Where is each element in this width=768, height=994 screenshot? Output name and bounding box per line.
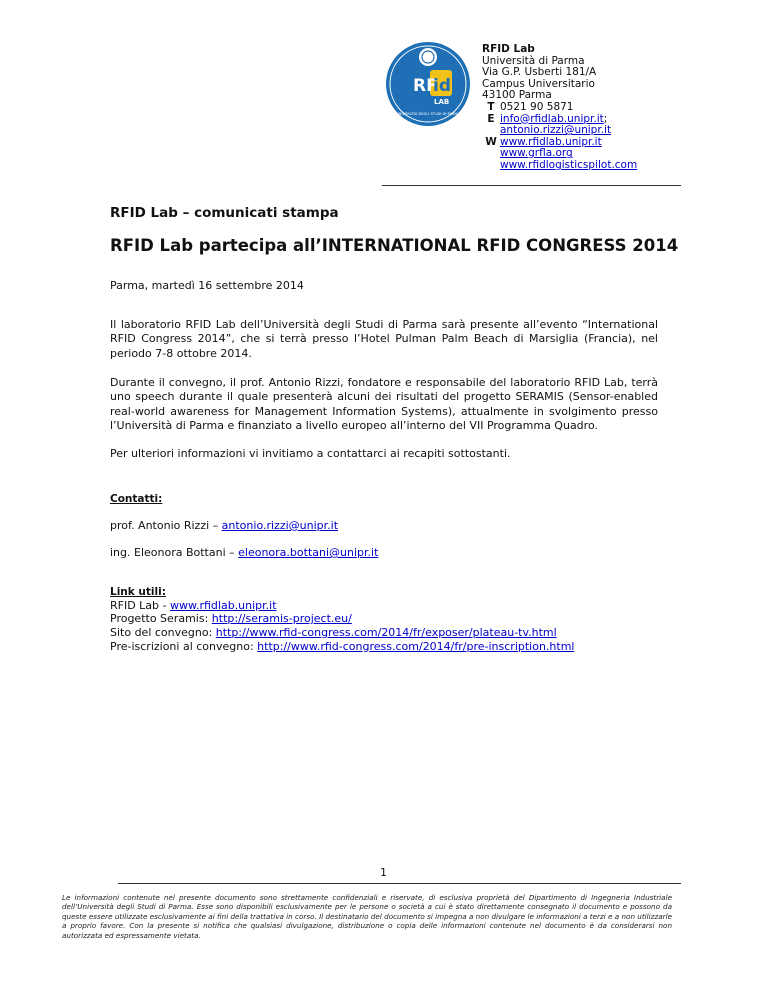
link-text: Pre-iscrizioni al convegno: (110, 640, 258, 653)
logo-ring-text: UNIVERSITÀ DEGLI STUDI DI PARMA (396, 112, 460, 116)
org-name: RFID Lab (482, 43, 535, 55)
phone-label: T (487, 100, 495, 113)
link-line (110, 640, 574, 653)
contact-email-link[interactable]: eleonora.bottani@unipr.it (238, 546, 379, 559)
link-url[interactable]: http://seramis-project.eu/ (211, 612, 352, 625)
web-link-logisticspilot[interactable]: www.rfidlogisticspilot.com (500, 158, 638, 171)
address-line: Università di Parma (482, 54, 585, 67)
link-text: Sito del convegno: (110, 626, 216, 639)
logo-id-text: id (433, 76, 451, 96)
header-contact-block (482, 44, 637, 172)
confidentiality-footer: Le informazioni contenute nel presente documento sono strettamente confidenziali e riservate, di esclusiva proprietà del Dipartimento di Ingegneria Industriale dell’Università degli Studi di Parma. Esse sono disponibili esclusivamente per le persone o società a cui è stato direttamente consegnato il documento e possono da queste essere utilizzate esclusivamente ai fini della trattativa in corso. Il destinatario del documento si impegna a non divulgare le informazioni a terzi e a non utilizzarle a proprio favore. Con la presente si notifica che qualsiasi divulgazione, distribuzione o copia delle informazioni contenute nel documento è da considerarsi non autorizzata ed espressamente vietata. (62, 893, 672, 940)
rfid-lab-logo (384, 40, 472, 128)
link-url[interactable]: www.rfidlab.unipr.it (170, 599, 277, 612)
link-text: Progetto Seramis: (110, 612, 212, 625)
email-link-info[interactable]: info@rfidlab.unipr.it (500, 112, 604, 125)
address-line: 43100 Parma (482, 89, 552, 102)
page-title: RFID Lab partecipa all’INTERNATIONAL RFID CONGRESS 2014 (110, 236, 679, 255)
page-number: 1 (380, 866, 387, 879)
contact-line (110, 546, 378, 559)
contact-name: prof. Antonio Rizzi – (110, 519, 222, 532)
web-label: W (485, 135, 497, 148)
web-link-rfidlab[interactable]: www.rfidlab.unipr.it (500, 135, 602, 148)
link-line (110, 599, 277, 612)
date-line: Parma, martedì 16 settembre 2014 (110, 279, 304, 292)
paragraph: Il laboratorio RFID Lab dell’Università degli Studi di Parma sarà presente all’evento “International RFID Congress 2014”, che si terrà presso l’Hotel Pulman Palm Beach di Marsiglia (Francia), nel periodo 7-8 ottobre 2014. (110, 318, 658, 360)
footer-divider (118, 883, 681, 884)
logo-rf-text: RF (413, 76, 438, 96)
section-title: RFID Lab – comunicati stampa (110, 205, 339, 221)
contacts-label: Contatti: (110, 493, 163, 505)
address-line: Campus Universitario (482, 77, 595, 90)
paragraph: Durante il convegno, il prof. Antonio Rizzi, fondatore e responsabile del laboratorio RFID Lab, terrà uno speech durante il quale presenterà alcuni dei risultati del progetto SERAMIS (Sensor-enabled real-world awareness for Management Information Systems), attualmente in svolgimento presso l’Università di Parma e finanziato a livello europeo all’interno del VII Programma Quadro. (110, 376, 658, 433)
email-label: E (487, 112, 495, 125)
header-divider (382, 185, 681, 186)
link-line (110, 612, 352, 625)
address-line: Via G.P. Usberti 181/A (482, 66, 597, 79)
link-line (110, 626, 557, 639)
paragraph: Per ulteriori informazioni vi invitiamo a contattarci ai recapiti sottostanti. (110, 447, 511, 460)
logo-lab-text: LAB (434, 98, 450, 106)
email-separator: ; (603, 112, 608, 125)
link-url[interactable]: http://www.rfid-congress.com/2014/fr/exposer/plateau-tv.html (215, 626, 557, 639)
web-link-grfla[interactable]: www.grfla.org (500, 147, 573, 160)
links-label: Link utili: (110, 586, 166, 598)
phone-value: 0521 90 5871 (500, 100, 574, 113)
link-text: RFID Lab - (110, 599, 170, 612)
contact-name: ing. Eleonora Bottani – (110, 546, 239, 559)
link-url[interactable]: http://www.rfid-congress.com/2014/fr/pre-inscription.html (257, 640, 575, 653)
contact-email-link[interactable]: antonio.rizzi@unipr.it (221, 519, 339, 532)
email-link-rizzi[interactable]: antonio.rizzi@unipr.it (500, 124, 612, 137)
contact-line (110, 519, 338, 532)
